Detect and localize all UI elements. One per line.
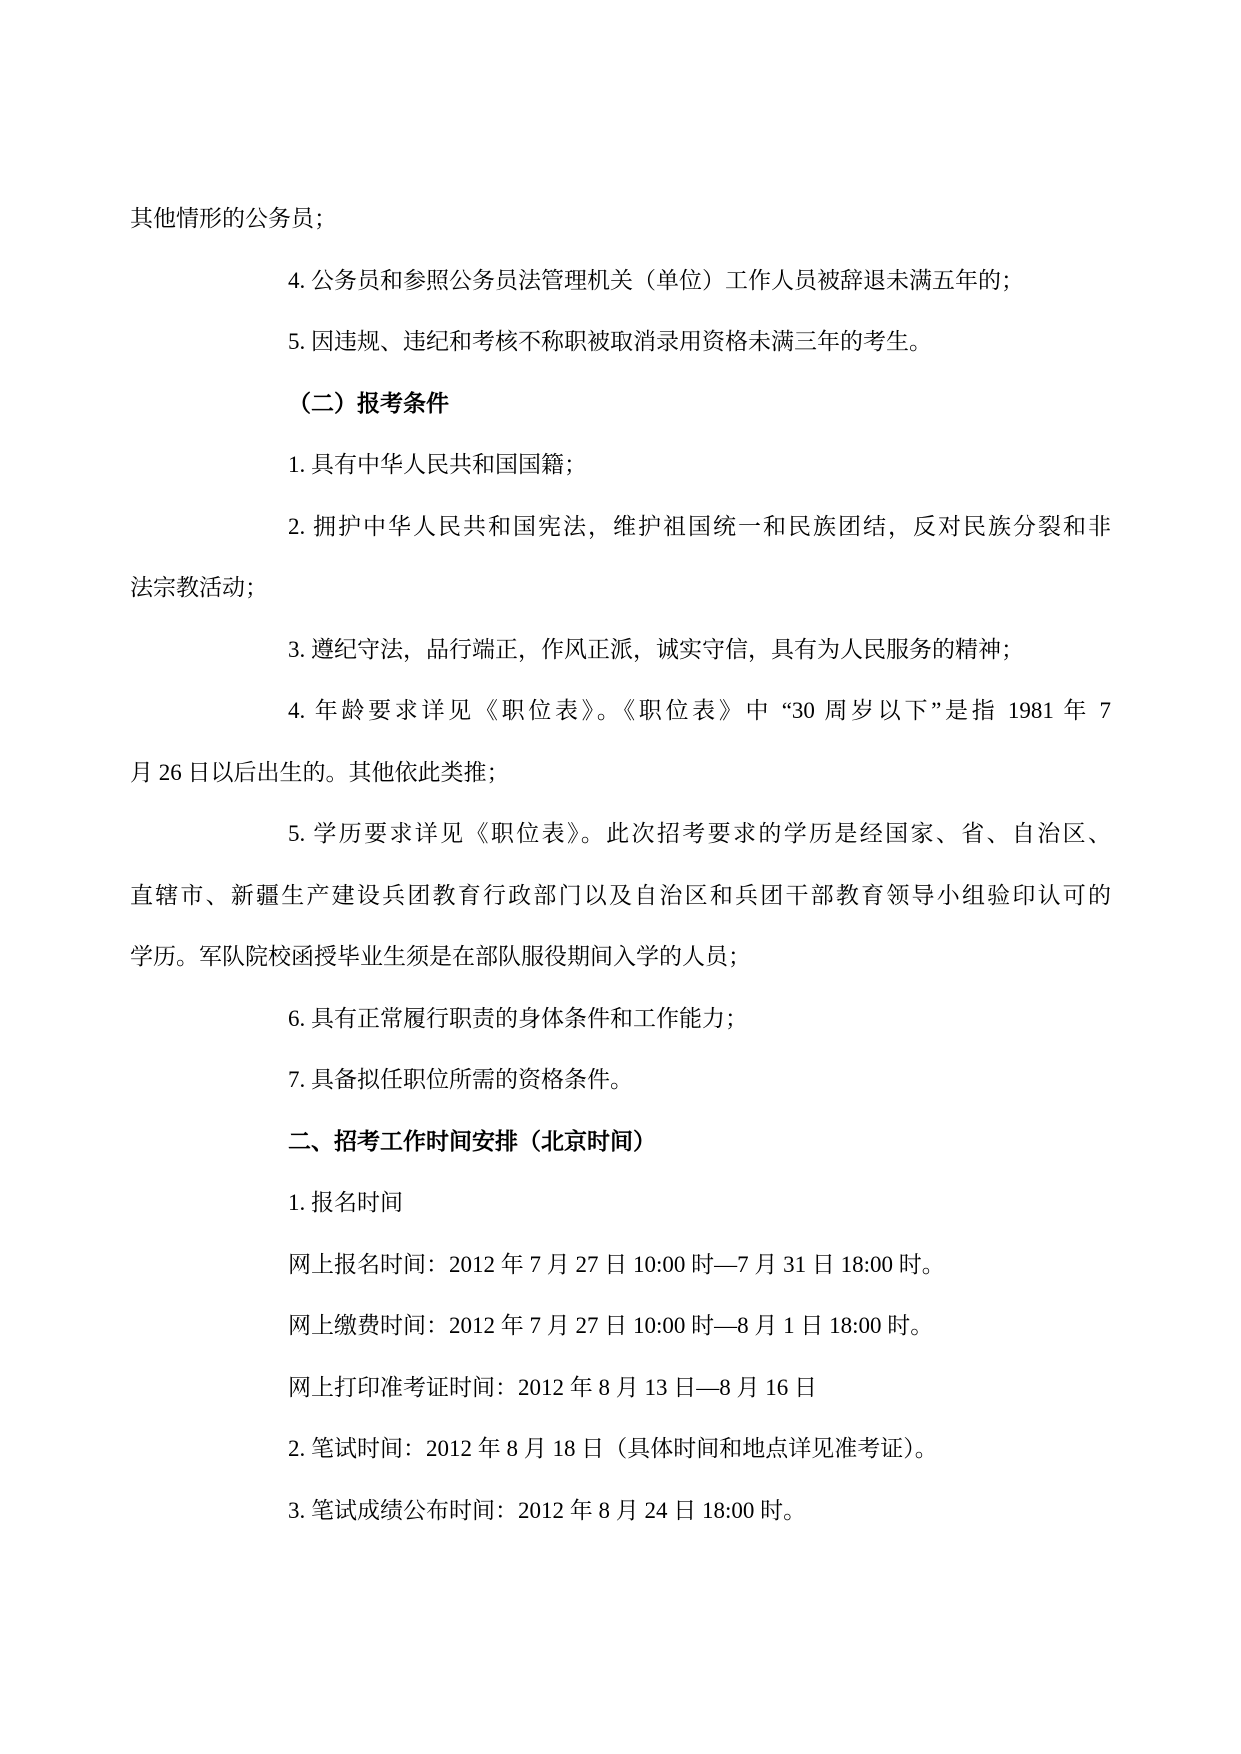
condition-7-qualifications: 7. 具备拟任职位所需的资格条件。 [288,1067,633,1092]
item-4-dismissed-under-five-years: 4. 公务员和参照公务员法管理机关（单位）工作人员被辞退未满五年的； [288,267,1024,293]
document-content [130,188,1111,1541]
schedule-1-registration-time: 1. 报名时间 [288,1190,403,1215]
schedule-3-exam-results-time: 3. 笔试成绩公布时间：2012 年 8 月 24 日 18:00 时。 [288,1497,807,1523]
schedule-print-admission-ticket-time: 网上打印准考证时间：2012 年 8 月 13 日—8 月 16 日 [288,1374,817,1400]
condition-6-physical-ability: 6. 具有正常履行职责的身体条件和工作能力； [288,1005,748,1031]
para-other-civil-servants: 其他情形的公务员； [130,206,337,231]
condition-2-continued: 法宗教活动； [130,575,268,600]
condition-5-continued-2: 学历。军队院校函授毕业生须是在部队服役期间入学的人员； [130,944,751,969]
schedule-2-written-exam-time: 2. 笔试时间：2012 年 8 月 18 日（具体时间和地点详见准考证）。 [288,1436,938,1461]
item-5-disqualified-under-three-years: 5. 因违规、违纪和考核不称职被取消录用资格未满三年的考生。 [288,329,932,354]
condition-4-age-requirement: 4. 年龄要求详见《职位表》。《职位表》中 “30 周岁以下”是指 1981 年 7 [288,698,1111,723]
condition-3-conduct: 3. 遵纪守法，品行端正，作风正派，诚实守信，具有为人民服务的精神； [288,636,1024,662]
condition-4-continued: 月 26 日以后出生的。其他依此类推； [130,759,510,785]
condition-5-continued-1: 直辖市、新疆生产建设兵团教育行政部门以及自治区和兵团干部教育领导小组验印认可的 [130,882,1111,908]
heading-application-conditions: （二）报考条件 [288,390,449,416]
condition-1-nationality: 1. 具有中华人民共和国国籍； [288,452,587,477]
condition-2-constitution: 2. 拥护中华人民共和国宪法，维护祖国统一和民族团结，反对民族分裂和非 [288,513,1111,539]
condition-5-education-requirement: 5. 学历要求详见《职位表》。此次招考要求的学历是经国家、省、自治区、 [288,821,1111,846]
schedule-online-registration-time: 网上报名时间：2012 年 7 月 27 日 10:00 时—7 月 31 日 18:00 时。 [288,1251,945,1277]
heading-recruitment-schedule: 二、招考工作时间安排（北京时间） [288,1128,656,1154]
schedule-online-payment-time: 网上缴费时间：2012 年 7 月 27 日 10:00 时—8 月 1 日 18:00 时。 [288,1313,934,1338]
